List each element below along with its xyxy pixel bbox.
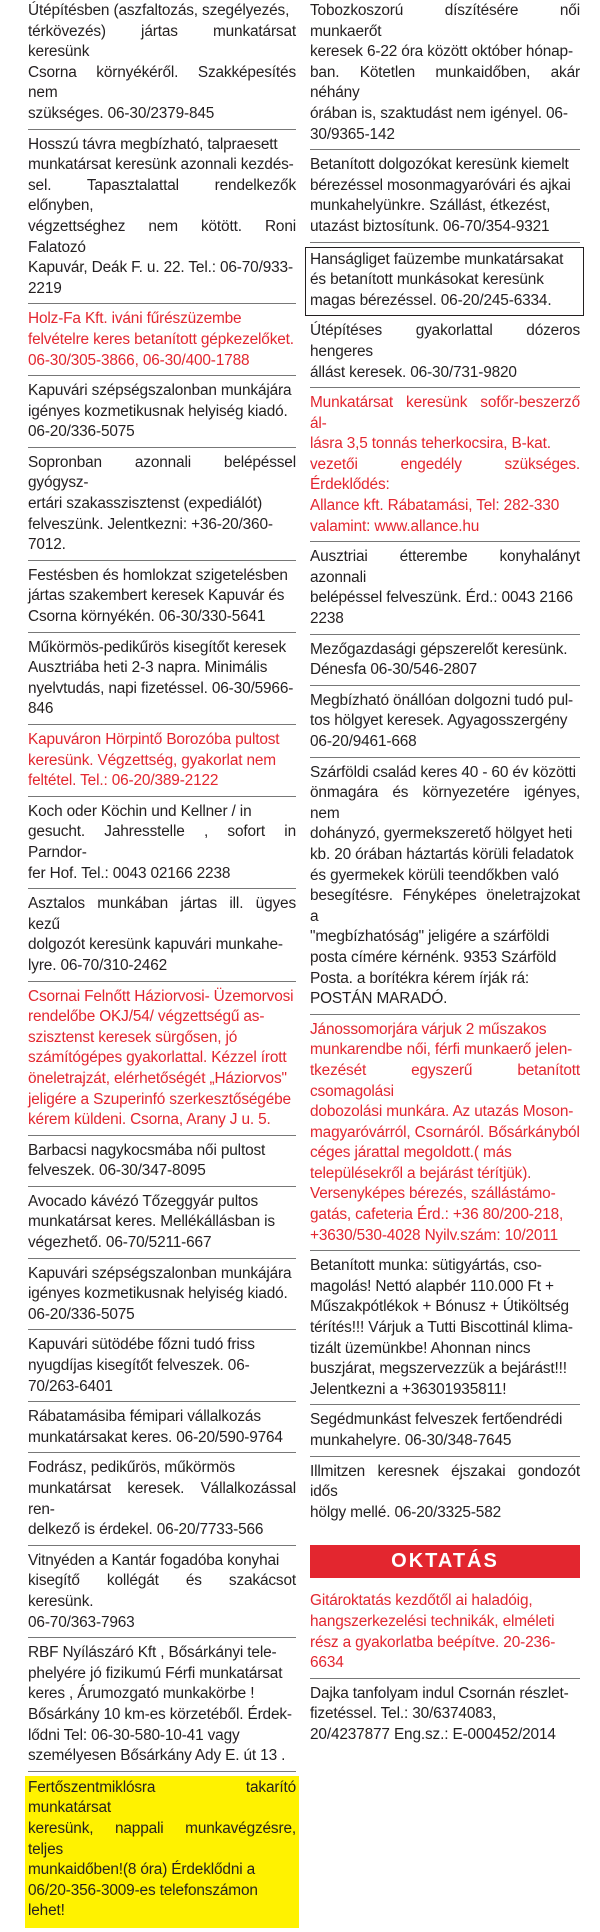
classified-ad: Műkörmös-pedikűrös kisegítőt keresek Ausztriába heti 2-3 napra. Minimális nyelvtudás, napi fizetéssel. 06-30/5966- 846 <box>28 637 296 725</box>
classified-ad: Festésben és homlokzat szigetelésben jártas szakembert keresek Kapuvár és Csorna környékén. 06-30/330-5641 <box>28 565 296 633</box>
classified-ad: Koch oder Köchin und Kellner / in gesucht. Jahresstelle , sofort in Parndor- fer Hof. Tel.: 0043 02166 2238 <box>28 801 296 889</box>
classified-ad: Kapuvári sütödébe főzni tudó friss nyugdíjas kisegítőt felveszek. 06- 70/263-6401 <box>28 1334 296 1402</box>
classified-ad: Jánossomorjára várjuk 2 műszakos munkarendbe női, férfi munkaerő jelen- tkezését egyszerű betanított csomagolási dobozolási munkára. Az utazás Moson- magyaróvárról, Csornáról. Bősárkányból céges járattal megoldott.( más településekről a bejárást térítjük). Versenyképes bérezés, szállástámo- gatás, cafeteria Érd.: +36 80/200-218, +3630/530-4028 Nyilv.szám: 10/2011 <box>310 1019 580 1252</box>
education-ads-list <box>310 1590 580 1749</box>
classified-ad: Hanságliget faüzembe munkatársakat és betanított munkásokat keresünk magas bérezéssel. 06-20/245-6334. <box>305 247 584 317</box>
classified-ad: Hosszú távra megbízható, talpraesett munkatársat keresünk azonnali kezdés- sel. Tapasztalattal rendelkezők előnyben, végzettséghez nem kötött. Roni Falatozó Kapuvár, Deák F. u. 22. Tel.: 06-70/933- 2219 <box>28 134 296 305</box>
classified-ad: Megbízható önállóan dolgozni tudó pul- tos hölgyet keresek. Agyagosszergény 06-20/9461-668 <box>310 690 580 758</box>
classified-ad: Fertőszentmiklósra takarító munkatársat keresünk, nappali munkavégzésre, teljes munkaidőben!(8 óra) Érdeklődni a 06/20-356-3009-es telefonszámon lehet! <box>25 1776 299 1928</box>
classified-ad: Sopronban azonnali belépéssel gyógysz- ertári szakasszisztenst (expediálót) felveszünk. Jelentkezni: +36-20/360- 7012. <box>28 452 296 561</box>
classified-ad: Barbacsi nagykocsmába női pultost felveszek. 06-30/347-8095 <box>28 1140 296 1187</box>
classified-ad: Kapuváron Hörpintő Borozóba pultost keresünk. Végzettség, gyakorlat nem feltétel. Tel.: 06-20/389-2122 <box>28 729 296 797</box>
classified-ad: Tobozkoszorú díszítésére női munkaerőt keresek 6-22 óra között október hónap- ban. Kötetlen munkaidőben, akár néhány órában is, szaktudást nem igényel. 06- 30/9365-142 <box>310 0 580 150</box>
classified-ad: Segédmunkást felveszek fertőendrédi munkahelyre. 06-30/348-7645 <box>310 1409 580 1456</box>
classified-ad: Munkatársat keresünk sofőr-beszerző ál- lásra 3,5 tonnás teherkocsira, B-kat. vezetői engedély szükséges. Érdeklődés: Allance kft. Rábatamási, Tel: 282-330 valamint: www.allance.hu <box>310 392 580 542</box>
classified-ad: RBF Nyílászáró Kft , Bősárkányi tele- phelyére jó fizikumú Férfi munkatársat keres , Árumozgató munkakörbe ! Bősárkány 10 km-es körzetéből. Érdek- lődni Tel: 06-30-580-10-41 vagy személyesen Bősárkány Ady E. út 13 . <box>28 1642 296 1772</box>
classified-ad: Avocado kávézó Tőzeggyár pultos munkatársat keres. Mellékállásban is végezhető. 06-70/5211-667 <box>28 1191 296 1259</box>
classified-ad: Csornai Felnőtt Háziorvosi- Üzemorvosi rendelőbe OKJ/54/ végzettségű as- szisztenst keresek sürgősen, jó számítógépes gyakorlattal. Kézzel írott öneletrajzát, elérhetőségét „Háziorvos" jeligére a Szuperinfó szerkesztőségébe kérem küldeni. Csorna, Arany J u. 5. <box>28 986 296 1136</box>
left-column <box>28 0 296 1932</box>
right-ads-list <box>310 0 580 1527</box>
classified-ad: Holz-Fa Kft. iváni fűrészüzembe felvételre keres betanított gépkezelőket. 06-30/305-3866, 06-30/400-1788 <box>28 308 296 376</box>
classified-ad: Szárföldi család keres 40 - 60 év közötti önmagára és környezetére igényes, nem dohányzó, gyermekszerető hölgyet heti kb. 20 órában háztartás körüli feladatok és gyermekek körüli teendőkben való besegítésre. Fényképes öneletrajzokat a "megbízhatóság" jeligére a szárföldi posta címére kérnénk. 9353 Szárföld Posta. a borítékra kérem írják rá: POSTÁN MARADÓ. <box>310 762 580 1015</box>
classified-ad: Útépítéses gyakorlattal dózeros hengeres állást keresek. 06-30/731-9820 <box>310 320 580 388</box>
classified-ad: Mezőgazdasági gépszerelőt keresünk. Dénesfa 06-30/546-2807 <box>310 639 580 686</box>
classified-ad: Útépítésben (aszfaltozás, szegélyezés, térkövezés) jártas munkatársat keresünk Csorna környékéről. Szakképesítés nem szükséges. 06-30/2379-845 <box>28 0 296 130</box>
classified-ad: Gitároktatás kezdőtől ai haladóig, hangszerkezelési technikák, elméleti rész a gyakorlatba beépítve. 20-236- 6634 <box>310 1590 580 1678</box>
classified-ad: Betanított munka: sütigyártás, cso- magolás! Nettó alapbér 110.000 Ft + Műszakpótlékok + Bónusz + Útiköltség térítés!!! Várjuk a Tutti Biscottinál klima- tizált üzemünkbe! Ahonnan nincs buszjárat, megszervezzük a bejárást!!! Jelentkezni a +36301935811! <box>310 1255 580 1405</box>
right-column <box>310 0 580 1754</box>
classified-ad: Kapuvári szépségszalonban munkájára igényes kozmetikusnak helyiség kiadó. 06-20/336-5075 <box>28 380 296 448</box>
classified-ad: Asztalos munkában jártas ill. ügyes kezű dolgozót keresünk kapuvári munkahe- lyre. 06-70/310-2462 <box>28 893 296 981</box>
classified-ad: Betanított dolgozókat keresünk kiemelt bérezéssel mosonmagyaróvári és ajkai munkahelyünkre. Szállást, étkezést, utazást biztosítunk. 06-70/354-9321 <box>310 154 580 242</box>
classified-ad: Dajka tanfolyam indul Csornán részlet- fizetéssel. Tel.: 30/6374083, 20/4237877 Eng.sz.: E-000452/2014 <box>310 1684 569 1743</box>
classified-ad: Vitnyéden a Kantár fogadóba konyhai kisegítő kollégát és szakácsot keresünk. 06-70/363-7963 <box>28 1550 296 1638</box>
classified-ad: Kapuvári szépségszalonban munkájára igényes kozmetikusnak helyiség kiadó. 06-20/336-5075 <box>28 1263 296 1331</box>
section-header-oktatas: OKTATÁS <box>310 1545 580 1578</box>
classified-ad: Rábatamásiba fémipari vállalkozás munkatársakat keres. 06-20/590-9764 <box>28 1406 296 1453</box>
classified-ad: Fodrász, pedikűrös, műkörmös munkatársat keresek. Vállalkozással ren- delkező is érdekel. 06-20/7733-566 <box>28 1457 296 1545</box>
classified-ad: Ausztriai étterembe konyhalányt azonnali belépéssel felveszünk. Érd.: 0043 2166 2238 <box>310 546 580 634</box>
classified-ad: Illmitzen keresnek éjszakai gondozót idős hölgy mellé. 06-20/3325-582 <box>310 1462 580 1521</box>
